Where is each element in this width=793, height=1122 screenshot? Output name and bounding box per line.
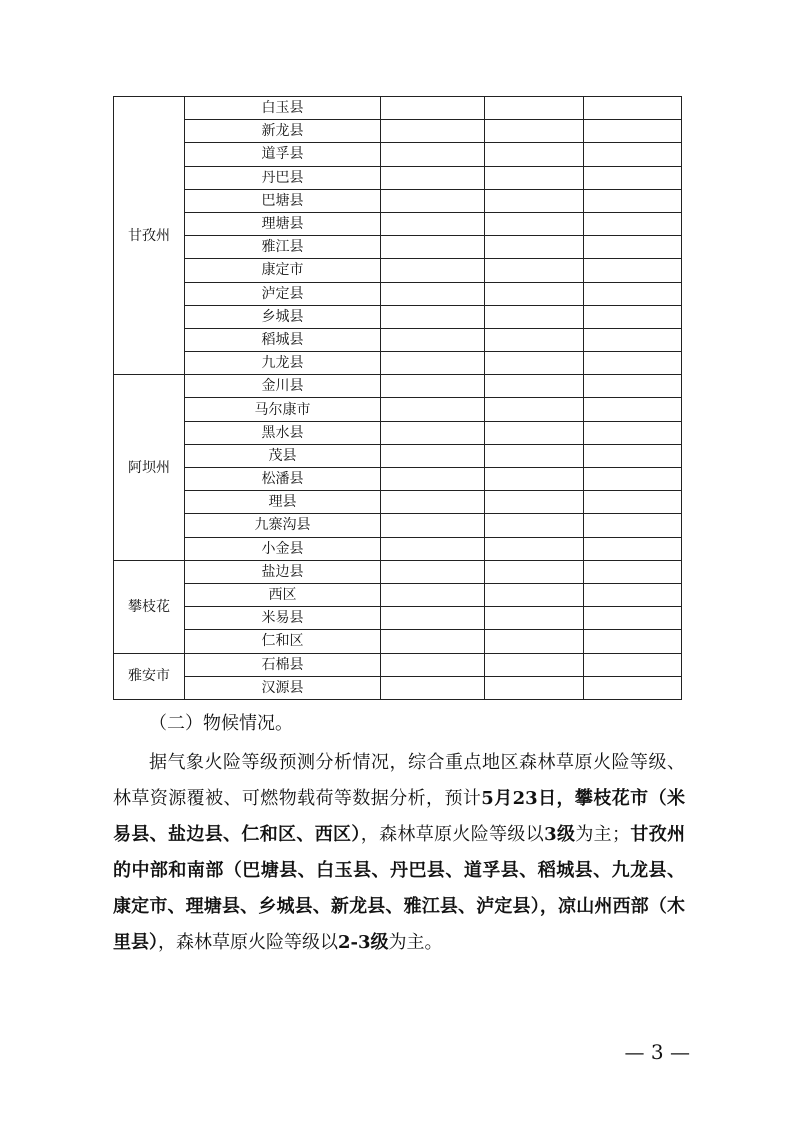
section-heading: （二）物候情况。 <box>149 713 293 734</box>
empty-cell <box>381 97 485 120</box>
empty-cell <box>381 305 485 328</box>
empty-cell <box>381 421 485 444</box>
empty-cell <box>485 305 584 328</box>
empty-cell <box>584 560 682 583</box>
body-text-segment: ，森林草原火险等级以 <box>158 932 338 953</box>
page-number: — 3 — <box>624 1040 690 1064</box>
table-row <box>114 491 682 514</box>
empty-cell <box>584 166 682 189</box>
emphasis-text: 3级 <box>544 824 576 845</box>
emphasis-text: 5月23日，攀枝花市（米易县、盐边县、仁和区、西区） <box>113 788 685 845</box>
forecast-paragraph <box>113 745 685 961</box>
table-row <box>114 398 682 421</box>
table-row <box>114 189 682 212</box>
county-cell: 仁和区 <box>185 630 381 653</box>
county-cell: 黑水县 <box>185 421 381 444</box>
empty-cell <box>485 259 584 282</box>
empty-cell <box>485 514 584 537</box>
body-text-segment: 据气象火险等级预测分析情况，综合重点地区森林草原火险等级、林草资源覆被、可燃物载荷等数据分析，预计 <box>113 752 685 809</box>
county-cell: 石棉县 <box>185 653 381 676</box>
empty-cell <box>485 282 584 305</box>
county-cell: 雅江县 <box>185 236 381 259</box>
county-cell: 米易县 <box>185 607 381 630</box>
county-cell: 理塘县 <box>185 212 381 235</box>
empty-cell <box>485 676 584 699</box>
empty-cell <box>381 468 485 491</box>
empty-cell <box>584 653 682 676</box>
county-cell: 理县 <box>185 491 381 514</box>
empty-cell <box>381 328 485 351</box>
empty-cell <box>584 352 682 375</box>
empty-cell <box>584 583 682 606</box>
empty-cell <box>381 607 485 630</box>
table-row <box>114 143 682 166</box>
empty-cell <box>584 282 682 305</box>
empty-cell <box>485 653 584 676</box>
table-row <box>114 282 682 305</box>
table-row <box>114 514 682 537</box>
empty-cell <box>381 236 485 259</box>
empty-cell <box>584 236 682 259</box>
table-row <box>114 259 682 282</box>
empty-cell <box>584 120 682 143</box>
empty-cell <box>381 676 485 699</box>
empty-cell <box>584 189 682 212</box>
empty-cell <box>584 491 682 514</box>
table-row <box>114 630 682 653</box>
empty-cell <box>485 375 584 398</box>
empty-cell <box>485 352 584 375</box>
table-row <box>114 444 682 467</box>
table-row <box>114 352 682 375</box>
body-text-segment: 为主。 <box>388 932 443 953</box>
empty-cell <box>485 120 584 143</box>
empty-cell <box>485 166 584 189</box>
table-row <box>114 375 682 398</box>
empty-cell <box>381 259 485 282</box>
empty-cell <box>584 97 682 120</box>
table-row <box>114 421 682 444</box>
body-text-segment: ，森林草原火险等级以 <box>360 824 545 845</box>
empty-cell <box>381 143 485 166</box>
county-cell: 九寨沟县 <box>185 514 381 537</box>
empty-cell <box>381 630 485 653</box>
empty-cell <box>584 444 682 467</box>
county-cell: 松潘县 <box>185 468 381 491</box>
empty-cell <box>485 236 584 259</box>
empty-cell <box>584 143 682 166</box>
empty-cell <box>485 630 584 653</box>
table-row <box>114 468 682 491</box>
empty-cell <box>381 212 485 235</box>
county-cell: 盐边县 <box>185 560 381 583</box>
empty-cell <box>584 212 682 235</box>
empty-cell <box>584 398 682 421</box>
empty-cell <box>485 491 584 514</box>
empty-cell <box>381 375 485 398</box>
empty-cell <box>381 282 485 305</box>
county-cell: 茂县 <box>185 444 381 467</box>
county-cell: 汉源县 <box>185 676 381 699</box>
table-row <box>114 212 682 235</box>
county-cell: 道孚县 <box>185 143 381 166</box>
empty-cell <box>584 607 682 630</box>
forecast-table <box>113 96 682 700</box>
body-text-segment: 为主； <box>575 824 631 845</box>
county-cell: 西区 <box>185 583 381 606</box>
region-cell: 雅安市 <box>114 653 185 699</box>
empty-cell <box>381 583 485 606</box>
empty-cell <box>381 560 485 583</box>
table-row <box>114 97 682 120</box>
empty-cell <box>584 676 682 699</box>
empty-cell <box>485 468 584 491</box>
county-cell: 泸定县 <box>185 282 381 305</box>
empty-cell <box>485 444 584 467</box>
empty-cell <box>584 421 682 444</box>
county-cell: 金川县 <box>185 375 381 398</box>
county-cell: 康定市 <box>185 259 381 282</box>
empty-cell <box>381 398 485 421</box>
emphasis-text: 2-3级 <box>338 932 389 953</box>
empty-cell <box>584 537 682 560</box>
empty-cell <box>381 352 485 375</box>
county-cell: 白玉县 <box>185 97 381 120</box>
table-body <box>114 97 682 700</box>
empty-cell <box>485 583 584 606</box>
region-cell: 攀枝花 <box>114 560 185 653</box>
empty-cell <box>381 120 485 143</box>
emphasis-text: 甘孜州的中部和南部（巴塘县、白玉县、丹巴县、道孚县、稻城县、九龙县、康定市、理塘县、乡城县、新龙县、雅江县、泸定县），凉山州西部（木里县） <box>113 824 686 953</box>
county-cell: 稻城县 <box>185 328 381 351</box>
region-cell: 阿坝州 <box>114 375 185 561</box>
empty-cell <box>584 514 682 537</box>
table-row <box>114 607 682 630</box>
empty-cell <box>485 560 584 583</box>
empty-cell <box>485 607 584 630</box>
empty-cell <box>381 189 485 212</box>
empty-cell <box>584 305 682 328</box>
county-cell: 乡城县 <box>185 305 381 328</box>
empty-cell <box>381 537 485 560</box>
table-row <box>114 537 682 560</box>
county-cell: 九龙县 <box>185 352 381 375</box>
county-cell: 马尔康市 <box>185 398 381 421</box>
table-row <box>114 166 682 189</box>
empty-cell <box>485 143 584 166</box>
empty-cell <box>485 212 584 235</box>
table-row <box>114 583 682 606</box>
empty-cell <box>485 189 584 212</box>
empty-cell <box>381 444 485 467</box>
table-row <box>114 305 682 328</box>
county-cell: 丹巴县 <box>185 166 381 189</box>
empty-cell <box>485 398 584 421</box>
county-cell: 巴塘县 <box>185 189 381 212</box>
county-cell: 小金县 <box>185 537 381 560</box>
empty-cell <box>381 653 485 676</box>
empty-cell <box>584 630 682 653</box>
county-cell: 新龙县 <box>185 120 381 143</box>
region-cell: 甘孜州 <box>114 97 185 375</box>
table-row <box>114 236 682 259</box>
empty-cell <box>584 468 682 491</box>
empty-cell <box>584 259 682 282</box>
empty-cell <box>584 375 682 398</box>
table-row <box>114 560 682 583</box>
empty-cell <box>485 97 584 120</box>
empty-cell <box>381 166 485 189</box>
empty-cell <box>381 491 485 514</box>
table-row <box>114 653 682 676</box>
empty-cell <box>485 328 584 351</box>
table-row <box>114 676 682 699</box>
empty-cell <box>381 514 485 537</box>
empty-cell <box>485 421 584 444</box>
empty-cell <box>584 328 682 351</box>
empty-cell <box>485 537 584 560</box>
table-row <box>114 120 682 143</box>
table-row <box>114 328 682 351</box>
